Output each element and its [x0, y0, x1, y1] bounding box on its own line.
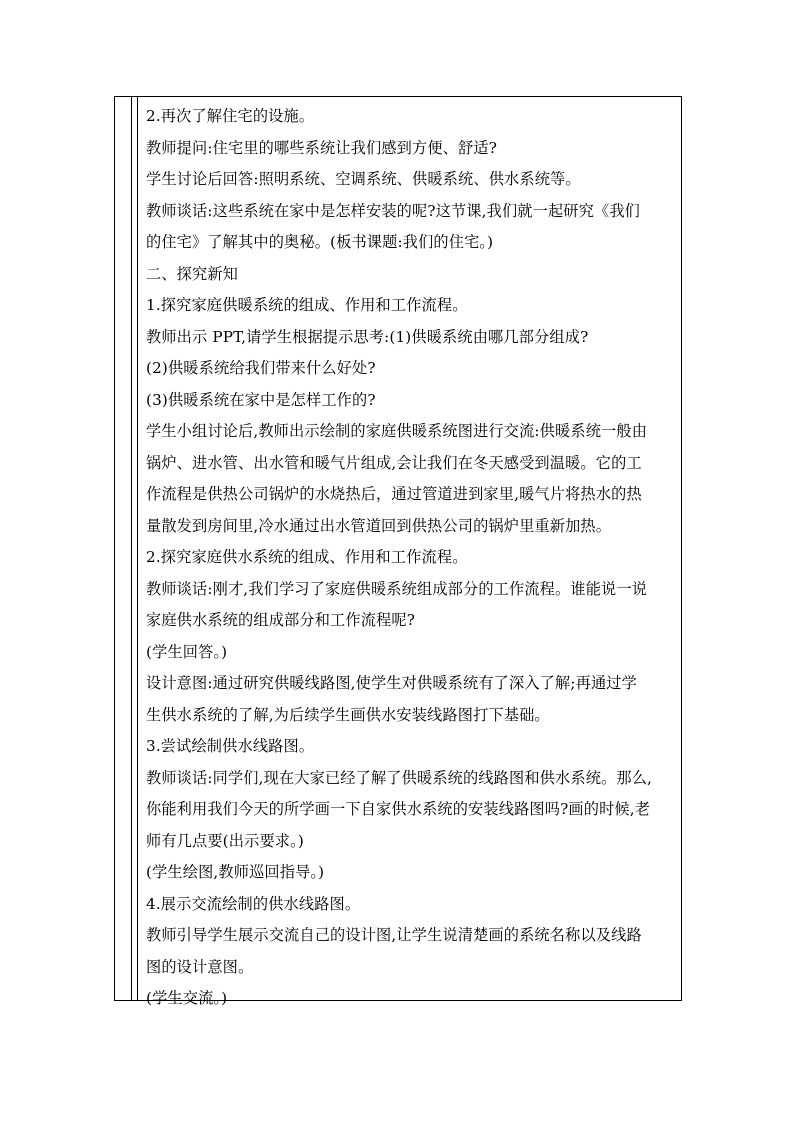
text-line: 图的设计意图。	[146, 957, 254, 976]
text-line: (学生绘图,教师巡回指导。)	[146, 863, 325, 881]
text-line: 作流程是供热公司锅炉的水烧热后，通过管道进到家里,暖气片将热水的热	[146, 485, 642, 503]
text-line: 教师谈话:刚才,我们学习了家庭供暖系统组成部分的工作流程。谁能说一说	[146, 579, 648, 598]
text-line: 量散发到房间里,冷水通过出水管道回到供热公司的锅炉里重新加热。	[146, 516, 612, 535]
text-line: 教师提问:住宅里的哪些系统让我们感到方便、舒适?	[146, 138, 497, 157]
text-line: 的住宅》了解其中的奥秘。(板书课题:我们的住宅。)	[146, 233, 494, 251]
text-line: 教师谈话:这些系统在家中是怎样安装的呢?这节课,我们就一起研究《我们	[146, 201, 640, 220]
lesson-content	[146, 101, 674, 1015]
text-line: 教师引导学生展示交流自己的设计图,让学生说清楚画的系统名称以及线路	[146, 926, 642, 944]
text-line: 教师出示 PPT,请学生根据提示思考:(1)供暖系统由哪几部分组成?	[146, 327, 589, 346]
text-line: 生供水系统的了解,为后续学生画供水安装线路图打下基础。	[146, 705, 550, 724]
section-heading: 二、探究新知	[146, 264, 239, 283]
text-line: 4.展示交流绘制的供水线路图。	[146, 894, 361, 913]
text-line: 设计意图:通过研究供暖线路图,使学生对供暖系统有了深入了解;再通过学	[146, 674, 637, 692]
text-line: 2.探究家庭供水系统的组成、作用和工作流程。	[146, 548, 468, 566]
column-divider-left	[131, 96, 132, 1001]
text-line: 家庭供水系统的组成部分和工作流程呢?	[146, 611, 416, 629]
text-line: 学生小组讨论后,教师出示绘制的家庭供暖系统图进行交流:供暖系统一般由	[146, 422, 648, 440]
text-line: 教师谈话:同学们,现在大家已经了解了供暖系统的线路图和供水系统。那么,	[146, 768, 653, 787]
text-line: (学生回答。)	[146, 642, 228, 661]
text-line: (3)供暖系统在家中是怎样工作的?	[146, 390, 376, 409]
text-line: (学生交流。)	[146, 989, 228, 1007]
text-line: 1.探究家庭供暖系统的组成、作用和工作流程。	[146, 296, 468, 314]
text-line: 师有几点要(出示要求。)	[146, 831, 304, 850]
column-divider-right	[137, 96, 138, 1001]
text-line: 3.尝试绘制供水线路图。	[146, 737, 315, 755]
text-line: 锅炉、进水管、出水管和暖气片组成,会让我们在冬天感受到温暖。它的工	[146, 453, 642, 472]
text-line: 学生讨论后回答:照明系统、空调系统、供暖系统、供水系统等。	[146, 170, 581, 188]
text-line: (2)供暖系统给我们带来什么好处?	[146, 359, 376, 377]
text-line: 2.再次了解住宅的设施。	[146, 107, 315, 125]
text-line: 你能利用我们今天的所学画一下自家供水系统的安装线路图吗?画的时候,老	[146, 800, 651, 818]
